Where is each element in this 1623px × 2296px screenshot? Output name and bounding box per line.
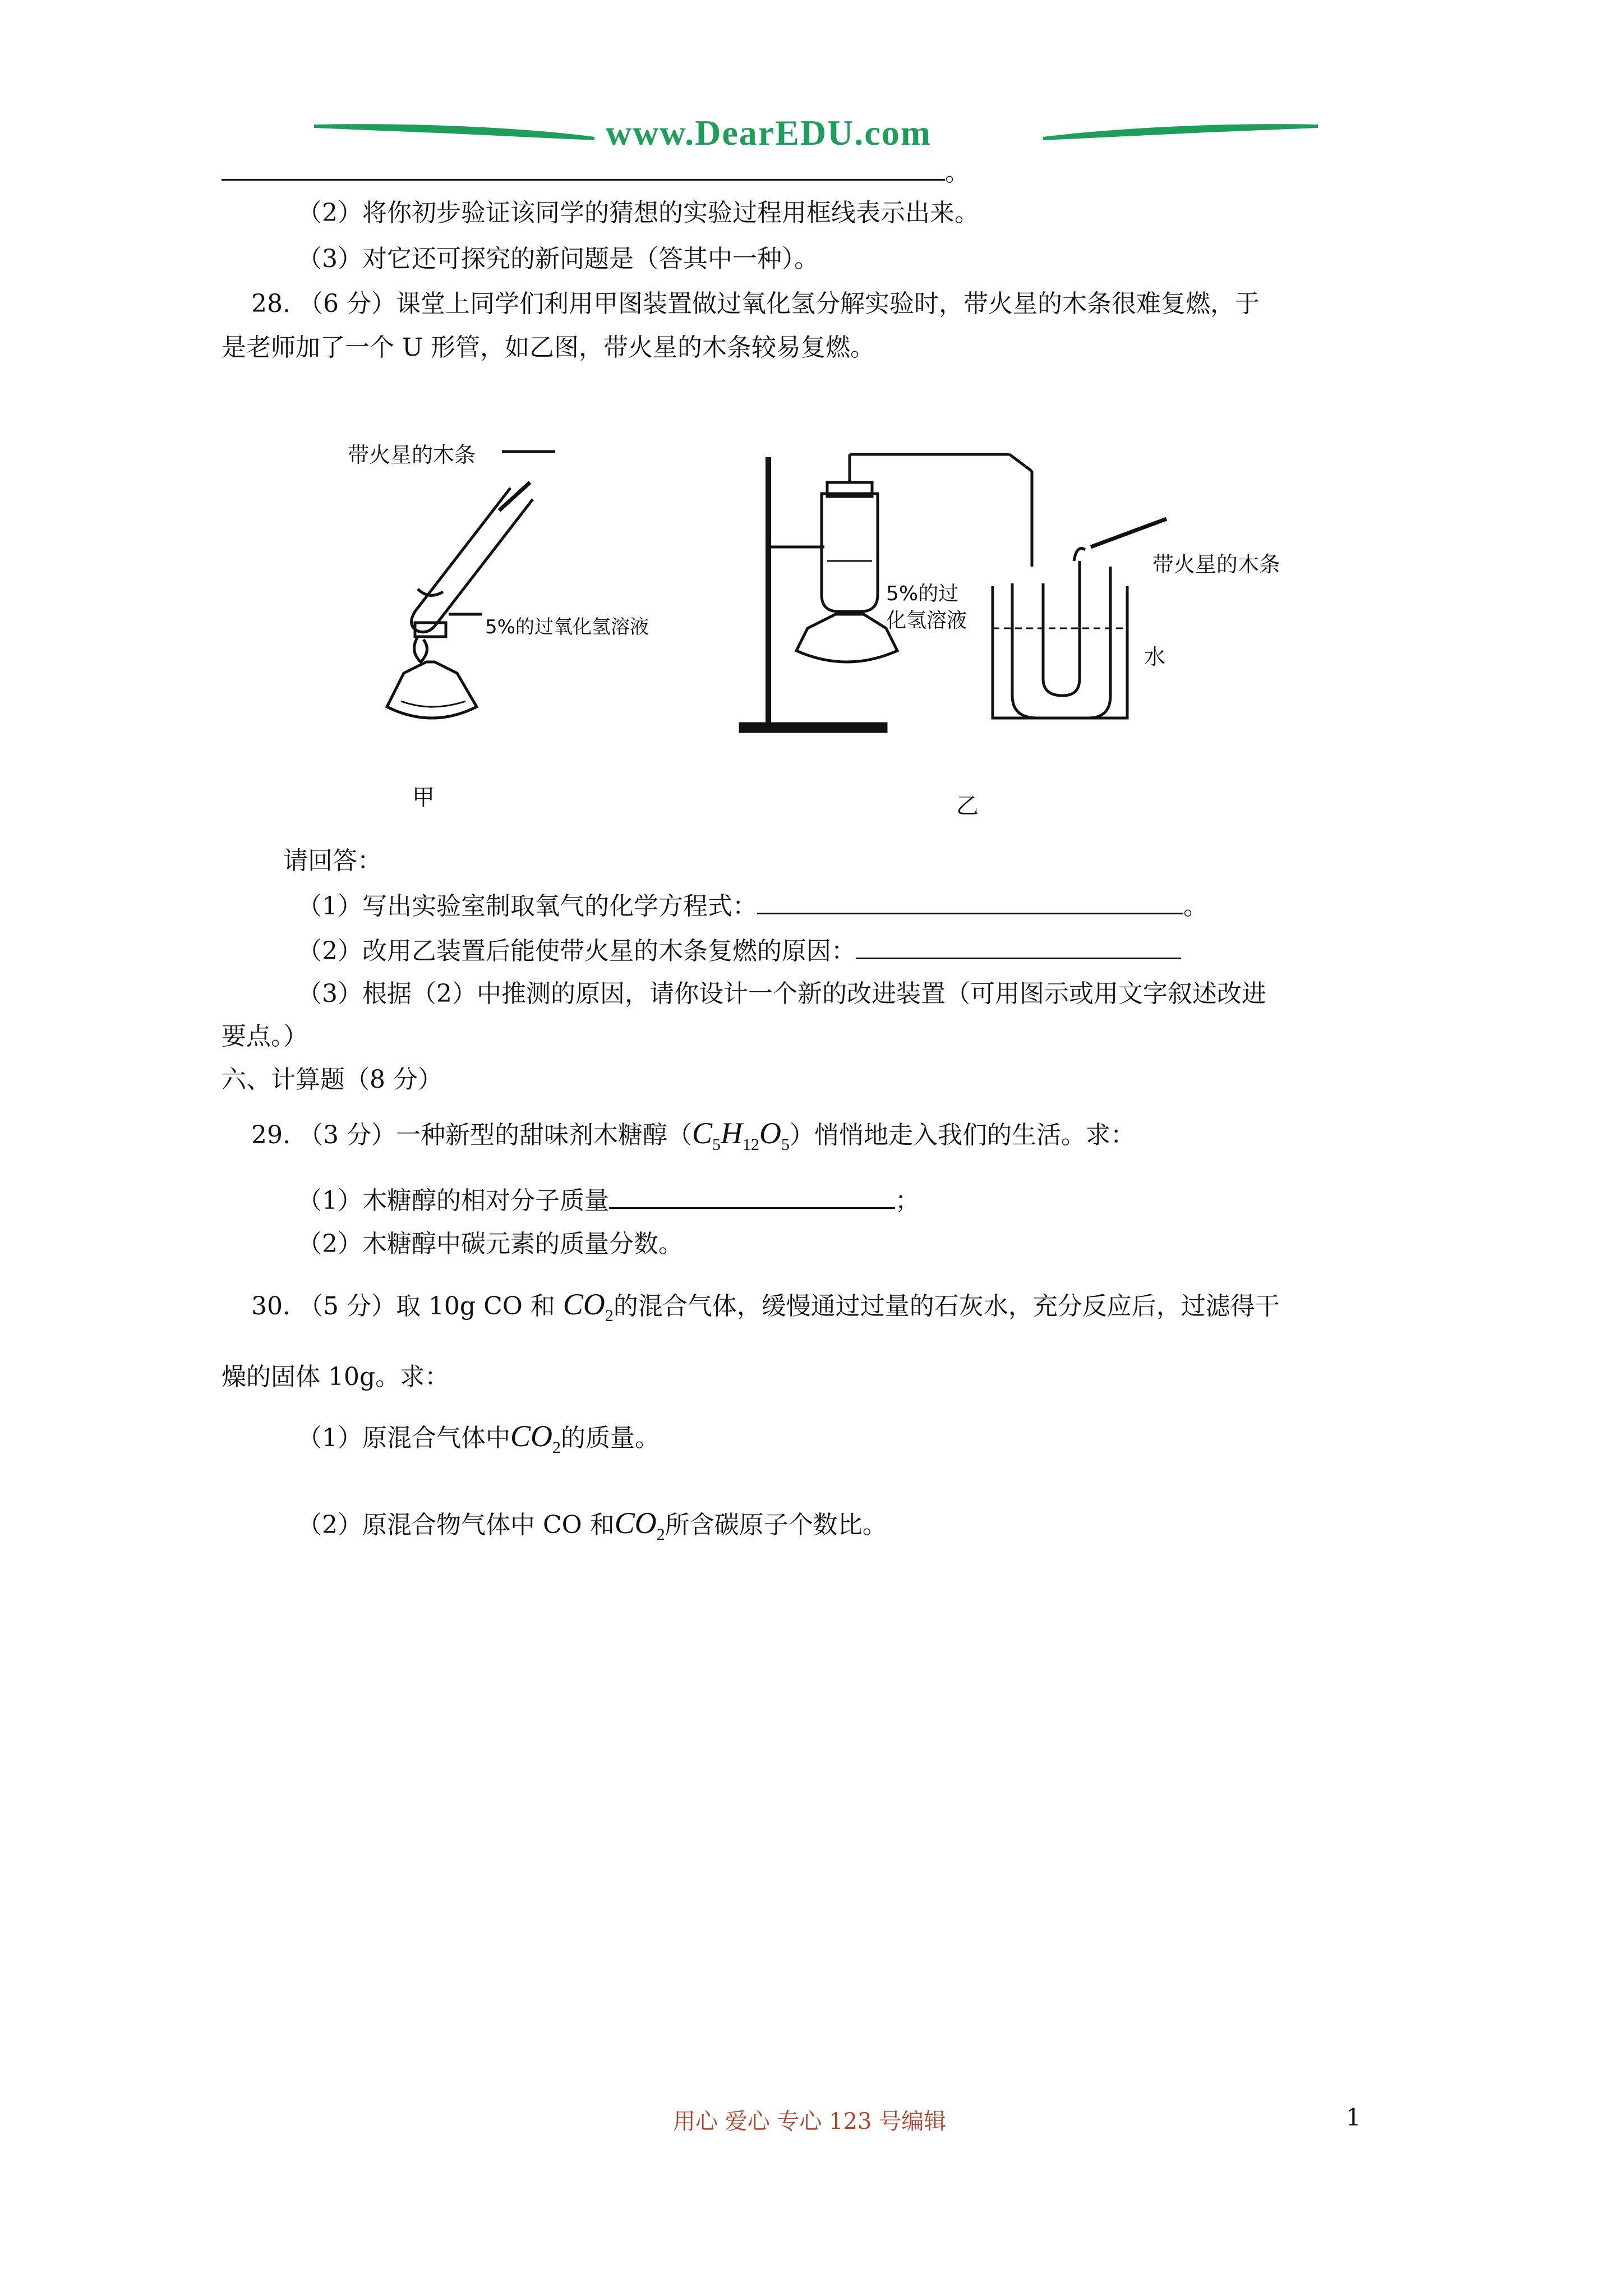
yi-water-label: 水 — [1144, 645, 1166, 669]
q28-intro-2: 是老师加了一个 U 形管，如乙图，带火星的木条较易复燃。 — [222, 333, 875, 362]
section6-title: 六、计算题（8 分） — [222, 1065, 442, 1094]
answer-blank[interactable] — [856, 933, 1181, 959]
q27-part3: （3）对它还可探究的新问题是（答其中一种）。 — [297, 245, 819, 273]
jia-apparatus — [387, 452, 555, 718]
q30-intro-2: 燥的固体 10g。求： — [222, 1363, 450, 1391]
jia-stick-label: 带火星的木条 — [348, 443, 476, 467]
answer-blank[interactable] — [222, 154, 945, 181]
footer-text: 用心 爱心 专心 123 号编辑 — [673, 2109, 947, 2134]
yi-solution-label-1: 5%的过 — [886, 582, 959, 605]
jia-caption: 甲 — [412, 785, 435, 811]
q28-part3-2: 要点。） — [222, 1022, 308, 1051]
q27-part2: （2）将你初步验证该同学的猜想的实验过程用框线表示出来。 — [297, 199, 979, 227]
co2-formula: $CO_2$ — [614, 1506, 665, 1544]
q28-part2: （2）改用乙装置后能使带火星的木条复燃的原因： — [297, 933, 1181, 968]
co2-formula: $CO_2$ — [510, 1419, 561, 1457]
q28-part1: （1）写出实验室制取氧气的化学方程式： 。 — [297, 888, 1208, 923]
yi-caption: 乙 — [956, 793, 979, 819]
q28-prompt: 请回答： — [283, 846, 382, 875]
yi-solution-label-2: 化氢溶液 — [886, 609, 967, 632]
co2-formula: $CO_2$ — [562, 1287, 614, 1325]
q29-part2: （2）木糖醇中碳元素的质量分数。 — [297, 1230, 683, 1258]
q30-part1: （1）原混合气体中$CO_2$的质量。 — [297, 1419, 660, 1457]
header-site-title: www.DearEDU.com — [606, 113, 932, 153]
q30-intro-1: 30. （5 分）取 10g CO 和 $CO_2$的混合气体，缓慢通过过量的石灰水，充分反应后，过滤得干 — [251, 1287, 1280, 1325]
q29-part1: （1）木糖醇的相对分子质量 ； — [297, 1182, 920, 1218]
q30-part2: （2）原混合物气体中 CO 和$CO_2$所含碳原子个数比。 — [297, 1506, 887, 1544]
answer-blank[interactable] — [757, 888, 1183, 914]
xylitol-formula: $C_5H_{12}O_5$ — [691, 1116, 790, 1154]
q27-answer-line: 。 — [222, 154, 970, 190]
q28-part3-1: （3）根据（2）中推测的原因，请你设计一个新的改进装置（可用图示或用文字叙述改进 — [297, 979, 1266, 1008]
yi-stick-label: 带火星的木条 — [1152, 552, 1281, 577]
jia-solution-label: 5%的过氧化氢溶液 — [485, 616, 649, 638]
q29-intro: 29. （3 分）一种新型的甜味剂木糖醇$(C_5H_{12}O_5)$悄悄地走入我们的生活。求： — [251, 1116, 1135, 1154]
q28-intro-1: 28. （6 分）课堂上同学们利用甲图装置做过氧化氢分解实验时，带火星的木条很难复燃，于 — [251, 289, 1260, 318]
page-number: 1 — [1346, 2104, 1361, 2131]
answer-blank[interactable] — [609, 1182, 895, 1209]
